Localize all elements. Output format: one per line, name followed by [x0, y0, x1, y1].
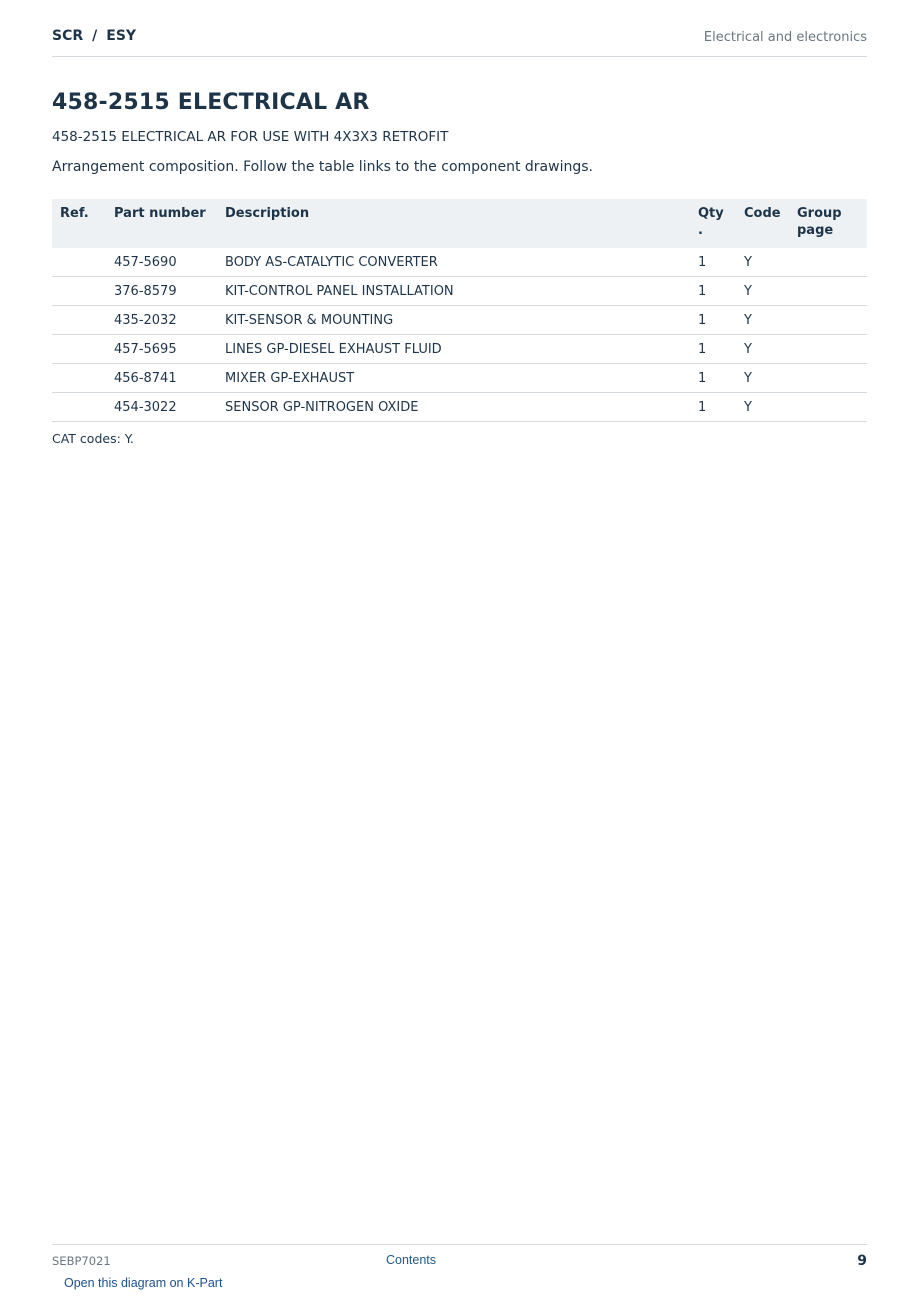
cell-qty: 1 — [690, 335, 736, 364]
cell-description: BODY AS-CATALYTIC CONVERTER — [217, 248, 690, 277]
parts-table — [52, 199, 867, 422]
header-ref: Ref. — [52, 199, 106, 248]
document-id: SEBP7021 — [52, 1254, 111, 1268]
breadcrumb — [52, 28, 136, 44]
cell-code: Y — [736, 248, 789, 277]
cell-description: SENSOR GP-NITROGEN OXIDE — [217, 393, 690, 422]
cell-code: Y — [736, 277, 789, 306]
header-qty: Qty . — [690, 199, 736, 248]
cell-code: Y — [736, 306, 789, 335]
table-row[interactable] — [52, 335, 867, 364]
page-subtitle: 458-2515 ELECTRICAL AR FOR USE WITH 4X3X3 RETROFIT — [52, 129, 449, 145]
table-row[interactable] — [52, 393, 867, 422]
cell-description: LINES GP-DIESEL EXHAUST FLUID — [217, 335, 690, 364]
table-row[interactable] — [52, 364, 867, 393]
cell-qty: 1 — [690, 393, 736, 422]
breadcrumb-item-scr: SCR — [52, 28, 84, 44]
page-title: 458-2515 ELECTRICAL AR — [52, 90, 370, 115]
cell-group-page — [789, 248, 867, 277]
cell-ref — [52, 306, 106, 335]
table-row[interactable] — [52, 248, 867, 277]
cell-ref — [52, 393, 106, 422]
table-row[interactable] — [52, 277, 867, 306]
open-in-kpart-link[interactable]: Open this diagram on K-Part — [64, 1276, 223, 1290]
cell-group-page — [789, 335, 867, 364]
cell-ref — [52, 277, 106, 306]
table-header-row — [52, 199, 867, 248]
cell-part-number[interactable]: 376-8579 — [106, 277, 217, 306]
cell-group-page — [789, 393, 867, 422]
cell-group-page — [789, 306, 867, 335]
document-page — [52, 0, 867, 1300]
cell-description: KIT-CONTROL PANEL INSTALLATION — [217, 277, 690, 306]
contents-link[interactable]: Contents — [386, 1253, 437, 1267]
intro-text: Arrangement composition. Follow the table links to the component drawings. — [52, 159, 593, 175]
cell-ref — [52, 364, 106, 393]
cell-qty: 1 — [690, 277, 736, 306]
cell-group-page — [789, 364, 867, 393]
cell-description: KIT-SENSOR & MOUNTING — [217, 306, 690, 335]
header-code: Code — [736, 199, 789, 248]
header-group-page: Group page — [789, 199, 867, 248]
cell-qty: 1 — [690, 306, 736, 335]
header-description: Description — [217, 199, 690, 248]
cell-part-number[interactable]: 457-5690 — [106, 248, 217, 277]
breadcrumb-item-esy: ESY — [106, 28, 137, 44]
cell-qty: 1 — [690, 248, 736, 277]
cell-code: Y — [736, 393, 789, 422]
cell-ref — [52, 248, 106, 277]
cell-group-page — [789, 277, 867, 306]
cell-ref — [52, 335, 106, 364]
section-title: Electrical and electronics — [703, 30, 867, 45]
cell-qty: 1 — [690, 364, 736, 393]
cat-codes-note: CAT codes: Y. — [52, 431, 134, 446]
page-header — [52, 28, 867, 57]
page-footer — [52, 1244, 867, 1275]
cell-part-number[interactable]: 457-5695 — [106, 335, 217, 364]
cell-part-number[interactable]: 435-2032 — [106, 306, 217, 335]
header-part-number: Part number — [106, 199, 217, 248]
page-number: 9 — [857, 1253, 867, 1269]
breadcrumb-separator: / — [92, 28, 98, 44]
cell-description: MIXER GP-EXHAUST — [217, 364, 690, 393]
cell-code: Y — [736, 364, 789, 393]
cell-part-number[interactable]: 454-3022 — [106, 393, 217, 422]
table-row[interactable] — [52, 306, 867, 335]
cell-part-number[interactable]: 456-8741 — [106, 364, 217, 393]
cell-code: Y — [736, 335, 789, 364]
